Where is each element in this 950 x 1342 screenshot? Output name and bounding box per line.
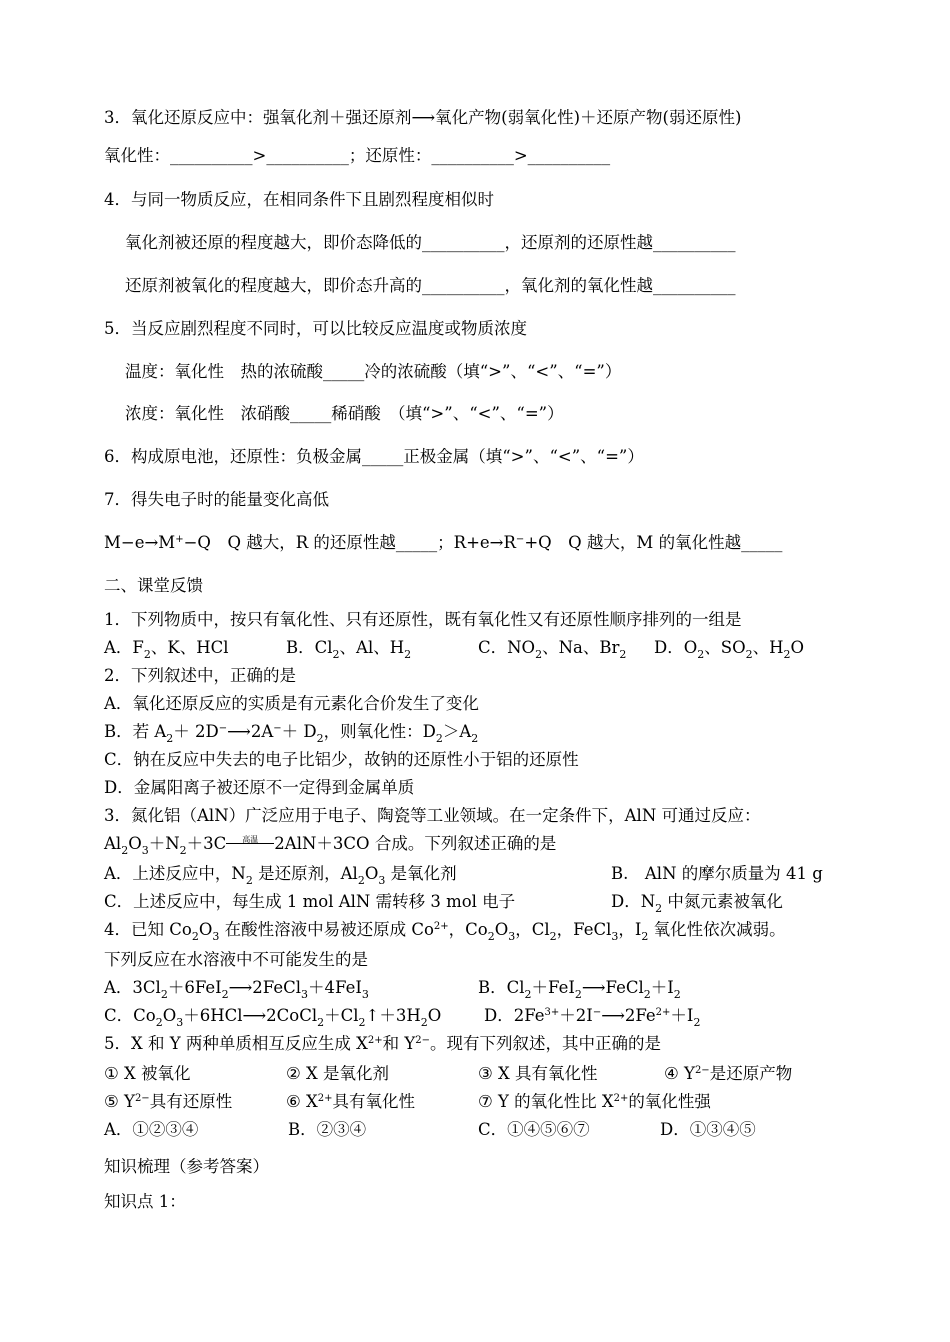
q5-statements-2: ⑤ $Y^{2-}$具有还原性 ⑥ $X^{2+}$具有氧化性 ⑦ Y 的氧化性比 $X^{2+}$的氧化性强	[104, 1092, 711, 1111]
q2-option-d: D．金属阳离子被还原不一定得到金属单质	[104, 778, 415, 797]
item5-title: 5．当反应剧烈程度不同时，可以比较反应温度或物质浓度	[104, 319, 527, 338]
q4-options-ab: A．$3Cl_2+6FeI_2⟶2FeCl_3+4FeI_3$ B．$Cl_2+FeI_2⟶FeCl_2+I_2$	[104, 978, 681, 1001]
q4-stem-2: 下列反应在水溶液中不可能发生的是	[104, 950, 368, 969]
q4-options-cd: C．$Co_2O_3+6HCl⟶2CoCl_2+Cl_2↑+3H_2O$ D．$2Fe^{3+}+2I^-⟶2Fe^{2+}+I_2$	[104, 1006, 701, 1029]
item3-blanks: 氧化性：__________>__________；还原性：__________>__________	[104, 146, 611, 165]
item7-formula: M−e→M+−Q Q 越大，R 的还原性越_____；R+e→R−+Q Q 越大，M 的氧化性越_____	[104, 533, 783, 552]
item3-title: 3．氧化还原反应中：强氧化剂＋强还原剂⟶氧化产物(弱氧化性)＋还原产物(弱还原性)	[104, 108, 742, 127]
section2-heading: 二、课堂反馈	[104, 576, 203, 595]
q2-option-c: C．钠在反应中失去的电子比铝少，故钠的还原性小于铝的还原性	[104, 750, 579, 769]
q5-stem: 5．X 和 Y 两种单质相互反应生成 $X^{2+}$和 $Y^{2-}$。现有下列叙述，其中正确的是	[104, 1034, 662, 1053]
q5-statements-1: ① X 被氧化 ② X 是氧化剂 ③ X 具有氧化性 ④ $Y^{2-}$是还原产物	[104, 1064, 793, 1083]
item4-title: 4．与同一物质反应，在相同条件下且剧烈程度相似时	[104, 190, 494, 209]
answers-heading: 知识梳理（参考答案）	[104, 1157, 269, 1176]
item5-line2: 浓度：氧化性 浓硝酸_____稀硝酸 （填“>”、“<”、“=”）	[125, 404, 564, 423]
knowledge-point-1: 知识点 1：	[104, 1192, 186, 1211]
item4-line2: 还原剂被氧化的程度越大，即价态升高的__________，氧化剂的氧化性越__________	[125, 276, 736, 295]
q3-options-cd: C．上述反应中，每生成 1 mol AlN 需转移 3 mol 电子 D．$N_2$ 中氮元素被氧化	[104, 892, 783, 915]
q3-options-ab: A．上述反应中，$N_2$ 是还原剂，$Al_2O_3$ 是氧化剂 B. AlN 的摩尔质量为 41 g	[104, 864, 823, 887]
q5-options: A．①②③④ B．②③④ C．①④⑤⑥⑦ D．①③④⑤	[104, 1120, 756, 1139]
item5-line1: 温度：氧化性 热的浓硫酸_____冷的浓硫酸（填“>”、“<”、“=”）	[125, 362, 622, 381]
q2-stem: 2．下列叙述中，正确的是	[104, 666, 296, 685]
item7-title: 7．得失电子时的能量变化高低	[104, 490, 329, 509]
item6: 6．构成原电池，还原性：负极金属_____正极金属（填“>”、“<”、“=”）	[104, 447, 644, 466]
item4-line1: 氧化剂被还原的程度越大，即价态降低的__________，还原剂的还原性越__________	[125, 233, 736, 252]
q4-stem: 4．已知 $Co_2O_3$ 在酸性溶液中易被还原成 $Co^{2+}$，$Co_2O_3$，$Cl_2$，FeCl$_3$，$I_2$ 氧化性依次减弱。	[104, 920, 786, 943]
q1-options: A．$F_2$、K、HCl B．$Cl_2$、Al、$H_2$ C．$NO_2$、Na、$Br_2$ D．$O_2$、$SO_2$、$H_2O$	[104, 638, 805, 661]
q2-option-b: B．若 $A_2+$ 2D−⟶2A−＋ $D_2$，则氧化性：$D_2>A_2$	[104, 722, 479, 745]
q3-stem: 3．氮化铝（AlN）广泛应用于电子、陶瓷等工业领域。在一定条件下，AlN 可通过反应：	[104, 806, 761, 825]
q1-stem: 1．下列物质中，按只有氧化性、只有还原性，既有氧化性又有还原性顺序排列的一组是	[104, 610, 742, 629]
q3-equation: $Al_2O_3+N_2+3C$ 高温 2AlN＋3CO 合成。下列叙述正确的是	[104, 834, 557, 857]
q2-option-a: A．氧化还原反应的实质是有元素化合价发生了变化	[104, 694, 479, 713]
